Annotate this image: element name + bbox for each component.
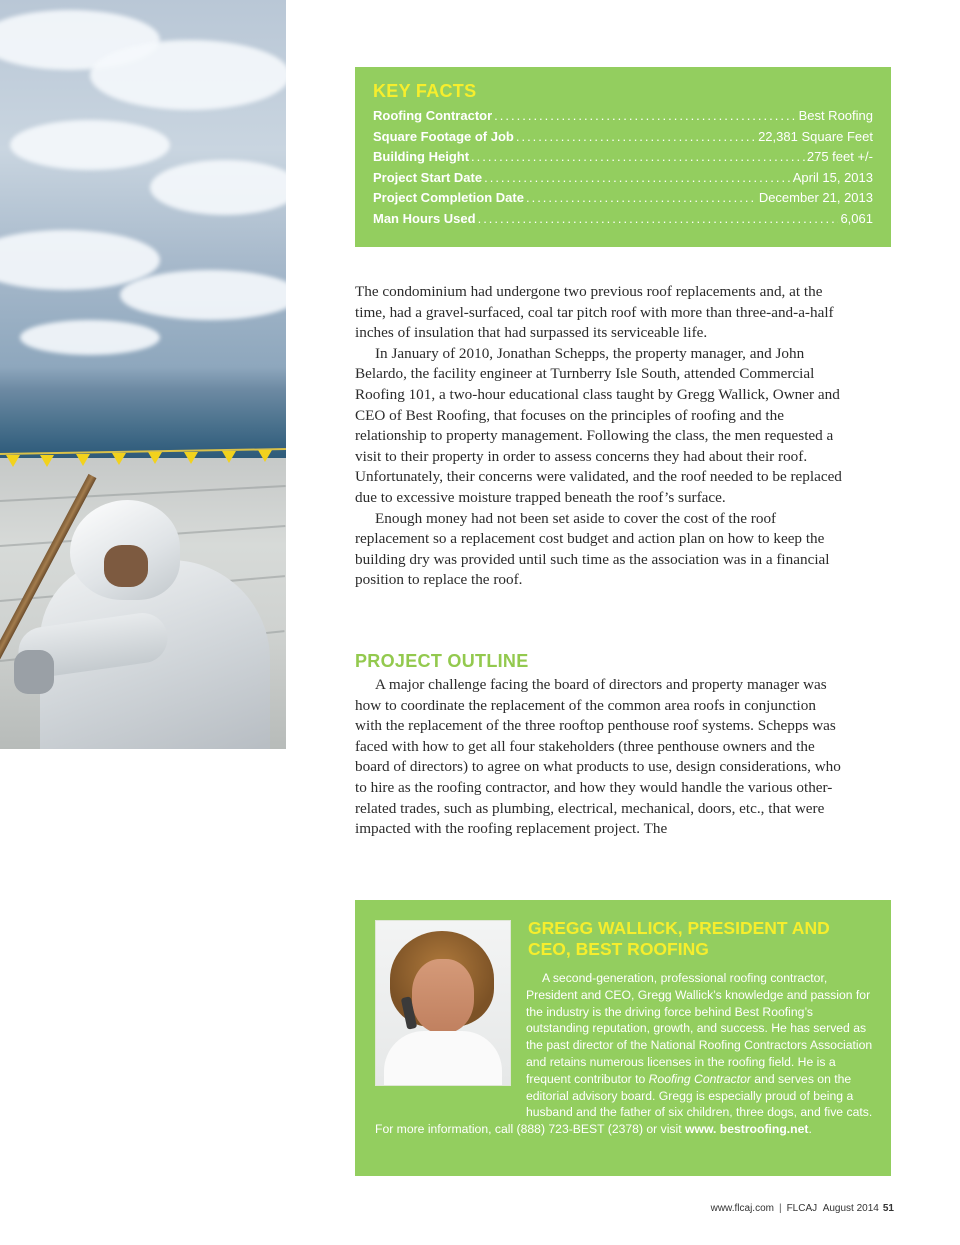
footer-site: www.flcaj.com [710,1203,774,1214]
key-fact-value: 22,381 Square Feet [758,128,873,144]
roofing-photo [0,0,286,749]
key-facts-box [355,67,891,247]
key-fact-value: 6,061 [840,210,873,226]
article-body-continued [355,675,845,840]
article-paragraph: Enough money had not been set aside to cover the cost of the roof replacement so a replacement cost budget and action plan on how to keep the building dry was provided until such time as the association was in a financial position to replace the roof. [355,509,830,589]
key-fact-value: April 15, 2013 [792,169,873,185]
footer-publication: FLCAJ [786,1203,818,1214]
section-heading: PROJECT OUTLINE [355,651,529,671]
key-fact-label: Project Completion Date [373,190,524,206]
page-footer [711,1203,894,1214]
bio-sentence: . [808,1122,812,1137]
article-paragraph: In January of 2010, Jonathan Schepps, the property manager, and John Belardo, the facility engineer at Turnberry Isle South, attended Commercial Roofing 101, a two-hour educational class taught by Gregg Wallick, Owner and CEO of Best Roofing, that focuses on the principles of roofing and the relationship to property management. Following the class, the men requested a visit to their property in order to assess concerns they had about their roof. Unfortunately, their concerns were validated, and the roof needed to be replaced due to excessive moisture trapped beneath the roof’s surface. [355,344,842,506]
key-fact-label: Building Height [373,149,470,165]
key-facts-title: KEY FACTS [373,81,477,101]
key-fact-label: Square Footage of Job [373,128,514,144]
bio-sentence: A second-generation, professional roofing contractor, President and CEO, Gregg Wallick’s knowledge and passion for the industry is the driving force behind Best Roofing’s outstanding reputation, growth, and success. He has served as the past director of the National Roofing Contractors Association and retains numerous licenses in the roofing field. He is a frequent contributor to [526,971,873,1086]
key-fact-row [373,149,873,170]
dot-leader [471,149,805,164]
key-fact-row [373,170,873,191]
article-body [355,282,845,591]
key-fact-value: 275 feet +/- [806,149,873,165]
key-fact-row [373,129,873,150]
footer-separator: | [778,1203,782,1214]
article-paragraph: A major challenge facing the board of directors and property manager was how to coordinate the replacement of the common area roofs in conjunction with the replacement of the three rooftop penthouse roof systems. Schepps was faced with how to get all four stakeholders (three penthouse owners and the board of directors) to agree on what products to use, design considerations, who to hire as the roofing contractor, and how they would handle the various other-related trades, such as plumbing, electrical, mechanical, doors, etc., that were impacted with the roofing replacement project. The [355,676,841,838]
key-fact-label: Project Start Date [373,169,483,185]
article-paragraph: The condominium had undergone two previous roof replacements and, at the time, had a gravel-surfaced, coal tar pitch roof with more than three-and-a-half inches of insulation that had surpassed its serviceable life. [355,283,834,342]
dot-leader [484,170,791,185]
magazine-title: Roofing Contractor [648,1071,751,1086]
bio-title: GREGG WALLICK, PRESIDENT AND CEO, BEST ROOFING [528,918,830,959]
key-fact-row [373,190,873,211]
bio-sentence: and serves on the editorial advisory board. Gregg is especially proud of being a husband and the father of six children, three dogs, and five cats. For more information, call (888) 723-BEST (2378) or visit [375,1071,873,1137]
website-link[interactable]: www. bestroofing.net [685,1122,809,1137]
dot-leader [526,190,757,205]
author-bio-box [355,900,891,1176]
key-fact-row [373,108,873,129]
page-number: 51 [882,1203,894,1214]
key-fact-label: Man Hours Used [373,210,476,226]
dot-leader [478,211,839,226]
key-fact-row [373,211,873,232]
dot-leader [516,129,756,144]
bio-text [375,970,875,1138]
key-fact-label: Roofing Contractor [373,108,493,123]
key-fact-value: Best Roofing [798,108,873,123]
key-fact-value: December 21, 2013 [758,190,873,206]
footer-issue: August 2014 [822,1203,879,1214]
dot-leader [494,108,796,123]
